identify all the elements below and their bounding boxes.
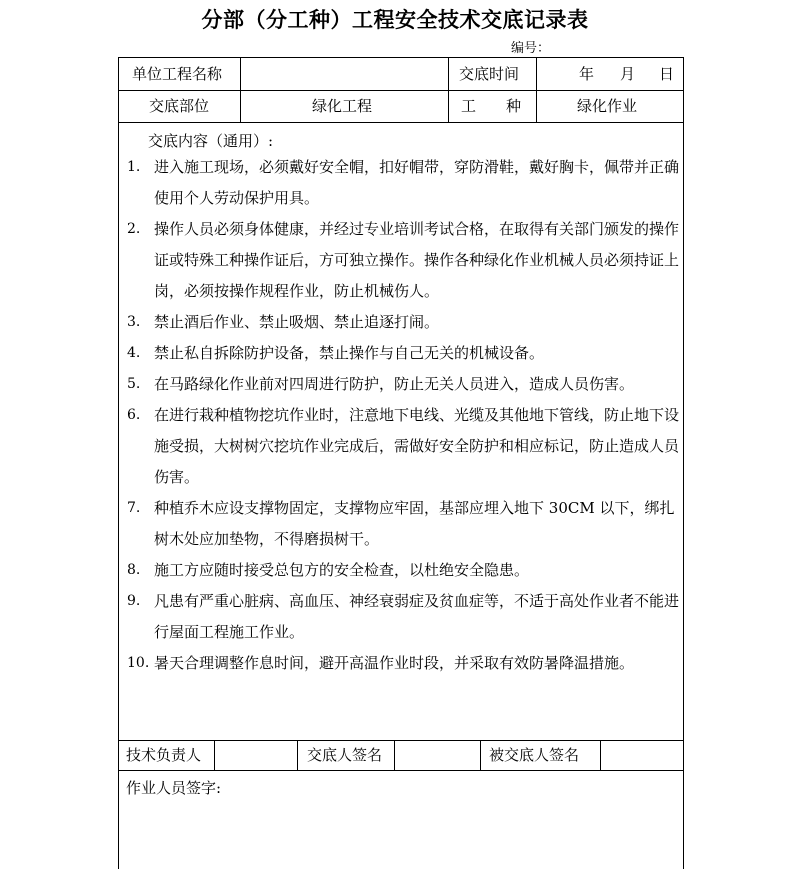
item-text: 暑天合理调整作息时间，避开高温作业时段，并采取有效防暑降温措施。 [154, 654, 635, 672]
item-text: 施工方应随时接受总包方的安全检查，以杜绝安全隐患。 [154, 561, 530, 579]
item-number: 1. [127, 159, 141, 175]
discloser-label: 交底人签名 [307, 746, 383, 764]
item-number: 7. [127, 500, 141, 516]
item-number: 6. [127, 407, 141, 423]
date-year: 年 [579, 65, 595, 83]
column-divider [536, 58, 537, 122]
recipient-label: 被交底人签名 [489, 746, 580, 764]
disclosure-part-label: 交底部位 [149, 97, 210, 115]
list-item [127, 648, 682, 679]
column-divider [480, 740, 481, 770]
item-number: 5. [127, 376, 141, 392]
disclosure-form [118, 57, 684, 869]
list-item [127, 555, 682, 586]
row-divider [119, 122, 683, 123]
list-item [127, 214, 682, 307]
tech-lead-field[interactable] [215, 741, 297, 770]
row-divider [119, 90, 683, 91]
date-month: 月 [620, 65, 636, 83]
list-item [127, 400, 682, 493]
column-divider [448, 58, 449, 122]
trade-value[interactable]: 绿化作业 [577, 97, 638, 115]
item-number: 3. [127, 314, 141, 330]
item-number: 8. [127, 562, 141, 578]
list-item [127, 369, 682, 400]
content-label: 交底内容（通用）: [148, 132, 274, 150]
item-number: 9. [127, 593, 141, 609]
item-number: 2. [127, 221, 141, 237]
item-text: 禁止酒后作业、禁止吸烟、禁止追逐打闹。 [154, 313, 440, 331]
form-title: 分部（分工种）工程安全技术交底记录表 [201, 8, 589, 32]
unit-project-label: 单位工程名称 [132, 65, 223, 83]
discloser-signature-field[interactable] [395, 741, 480, 770]
date-day: 日 [659, 65, 675, 83]
item-text: 操作人员必须身体健康，并经过专业培训考试合格，在取得有关部门颁发的操作证或特殊工种操作证后，方可独立操作。操作各种绿化作业机械人员必须持证上岗，必须按操作规程作业，防止机械伤人。 [154, 220, 680, 300]
trade-label: 工 种 [461, 97, 522, 115]
item-number: 10. [127, 655, 150, 671]
serial-number-label: 编号： [511, 41, 551, 56]
column-divider [297, 740, 298, 770]
row-divider [119, 770, 683, 771]
list-item [127, 152, 682, 214]
item-number: 4. [127, 345, 141, 361]
recipient-signature-field[interactable] [601, 741, 683, 770]
item-text: 进入施工现场，必须戴好安全帽，扣好帽带，穿防滑鞋，戴好胸卡，佩带并正确使用个人劳动保护用具。 [154, 158, 680, 207]
disclosure-time-label: 交底时间 [459, 65, 520, 83]
item-text: 凡患有严重心脏病、高血压、神经衰弱症及贫血症等，不适于高处作业者不能进行屋面工程施工作业。 [154, 592, 680, 641]
workers-signature-label: 作业人员签字: [126, 779, 222, 797]
item-text: 种植乔木应设支撑物固定，支撑物应牢固，基部应埋入地下 30CM 以下，绑扎树木处应加垫物，不得磨损树干。 [154, 499, 675, 548]
item-text: 禁止私自拆除防护设备，禁止操作与自己无关的机械设备。 [154, 344, 545, 362]
list-item [127, 338, 682, 369]
item-text: 在马路绿化作业前对四周进行防护，防止无关人员进入，造成人员伤害。 [154, 375, 635, 393]
list-item [127, 307, 682, 338]
unit-project-field[interactable] [241, 59, 447, 89]
disclosure-part-value[interactable]: 绿化工程 [312, 97, 373, 115]
list-item [127, 586, 682, 648]
list-item [127, 493, 682, 555]
tech-lead-label: 技术负责人 [126, 746, 202, 764]
item-text: 在进行栽种植物挖坑作业时，注意地下电线、光缆及其他地下管线，防止地下设施受损，大树树穴挖坑作业完成后，需做好安全防护和相应标记，防止造成人员伤害。 [154, 406, 680, 486]
disclosure-items [127, 152, 682, 679]
